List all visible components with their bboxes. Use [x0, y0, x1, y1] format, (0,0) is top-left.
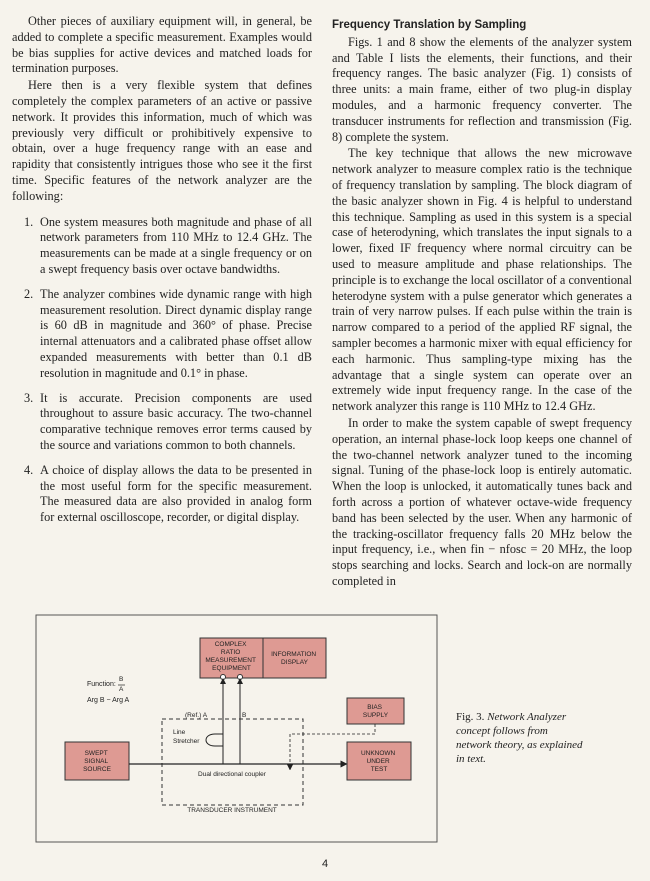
block-text: SOURCE	[83, 766, 111, 773]
svg-text:SWEPT SIGNAL SOURC	[83, 750, 111, 773]
block-text: TEST	[370, 766, 388, 773]
block-text: DISPLAY	[281, 659, 308, 666]
section-heading: Frequency Translation by Sampling	[332, 19, 527, 31]
paragraph: In order to make the system capable of swept frequency operation, an internal phase-lock loop keeps one channel of the two-channel network analyzer tuned to the incoming signal. Tuning of the phase-lock loop is entirely automatic. When the loop is unlocked, it automatically tunes back and forth across a portion of whatever octave-wide frequency band has been selected by the user. When any harmonic of the tracking-oscillator frequency falls 20 MHz below the input frequency, i.e., when fin − nfosc = 20 MHz, the loop stops searching and locks. Search and lock-on are normally completed in	[332, 415, 632, 588]
right-column	[332, 14, 632, 590]
list-number: 4.	[24, 462, 34, 477]
coupler-label: Dual directional coupler	[198, 771, 266, 778]
list-item	[12, 215, 312, 278]
block-text: COMPLEX	[214, 641, 247, 648]
figure-3-diagram	[35, 614, 438, 843]
list-text: A choice of display allows the data to be presented in the most useful form for the specific measurement. The measured data are also provided in analog form for external oscilloscope, recorder, or digital display.	[40, 462, 312, 525]
page-number: 4	[321, 858, 329, 870]
ref-a-label: (Ref.) A	[185, 712, 208, 719]
list-item	[12, 391, 312, 454]
paragraph: Here then is a very flexible system that defines completely the complex parameters of an active or passive network. It provides this information, much of which was previously very difficult or prohibitively expensive to obtain, over a huge frequency range with an ease and rapidity that consistently intrigues those who see it the first time. Specific features of the network analyzer are the following:	[12, 78, 312, 203]
block-text: INFORMATION	[271, 651, 317, 658]
paragraph: The key technique that allows the new microwave network analyzer to measure complex ratio is the technique of frequency translation by sampling. The block diagram of the basic analyzer shown in Fig. 4 is helpful to understand this technique. Sampling as used in this system is a special case of heterodyning, which translates the input signals to a lower, fixed IF frequency where normal circuitry can be used to measure amplitude and phase relationships. The principle is to exchange the local oscillator of a conventional heterodyne system with a pulse generator which generates a train of very narrow pulses. If each pulse within the train is narrow compared to a period of the applied RF signal, the sampler becomes a harmonic mixer with equal efficiency for each harmonic. Thus sampling-type mixing has the advantage that a single system can operate over an extremely wide input frequency range. In the case of the network analyzer this range is 110 MHz to 12.4 GHz.	[332, 146, 632, 414]
block-text: SIGNAL	[84, 758, 108, 765]
caption-label: Fig. 3.	[456, 711, 485, 723]
block-text: RATIO	[220, 649, 241, 656]
line-stretcher-icon	[206, 734, 223, 746]
list-number: 1.	[24, 214, 34, 229]
svg-text:Function: B A	[87, 676, 125, 693]
figure-caption	[456, 710, 586, 766]
block-diagram	[35, 614, 438, 843]
block-text: BIAS	[367, 704, 382, 711]
block-text: EQUIPMENT	[212, 665, 251, 672]
svg-text:Line Stretcher	[173, 729, 200, 745]
bias-supply-block	[347, 698, 404, 724]
list-text: It is accurate. Precision components are used throughout to assure basic accuracy. The two-channel comparative technique removes error terms caused by the source and variations common to both channels.	[40, 390, 312, 452]
block-text: MEASUREMENT	[205, 657, 256, 664]
line-stretcher-label: Stretcher	[173, 738, 200, 745]
list-text: One system measures both magnitude and phase of all network parameters from 110 MHz to 12.4 GHz. The measurements can be made at a single frequency or on a swept frequency basis over octave bandwidths.	[40, 214, 312, 276]
block-text: SUPPLY	[362, 712, 389, 719]
b-label: B	[242, 712, 247, 719]
list-number: 2.	[24, 286, 34, 301]
transducer-label: TRANSDUCER INSTRUMENT	[187, 807, 277, 814]
list-item	[12, 287, 312, 382]
port-b	[238, 675, 243, 680]
function-label: Function:	[87, 681, 116, 688]
function-arg: Arg B − Arg A	[87, 697, 130, 704]
information-display-block	[263, 638, 326, 678]
function-fraction-bottom: A	[119, 686, 124, 693]
block-text: UNDER	[366, 758, 390, 765]
block-text: UNKNOWN	[360, 750, 396, 757]
function-fraction-top: B	[119, 676, 124, 683]
paragraph: Other pieces of auxiliary equipment will, in general, be added to complete a specific measurement. Examples would be bias supplies for active devices and matched loads for termination purposes.	[12, 14, 312, 76]
caption-text: Network Analyzer concept follows from network theory, as explained in text.	[456, 711, 583, 765]
line-stretcher-label: Line	[173, 729, 186, 736]
list-item	[12, 463, 312, 526]
port-a	[221, 675, 226, 680]
feature-list	[12, 215, 312, 526]
list-number: 3.	[24, 390, 34, 405]
block-text: SWEPT	[84, 750, 108, 757]
list-text: The analyzer combines wide dynamic range with high measurement resolution. Direct dynamic display range is 60 dB in magnitude and 360° of phase. Precise internal attenuators and a calibrated phase offset allow expanded measurements with better than 0.1 dB resolution in magnitude and 0.1° in phase.	[40, 286, 312, 380]
left-column	[12, 14, 312, 535]
paragraph: Figs. 1 and 8 show the elements of the analyzer system and Table I lists the elements, their functions, and their frequency ranges. The basic analyzer (Fig. 1) consists of three units: a main frame, either of two plug-in display modules, and a harmonic frequency converter. The transducer instruments for reflection and transmission (Fig. 8) complete the system.	[332, 34, 632, 144]
